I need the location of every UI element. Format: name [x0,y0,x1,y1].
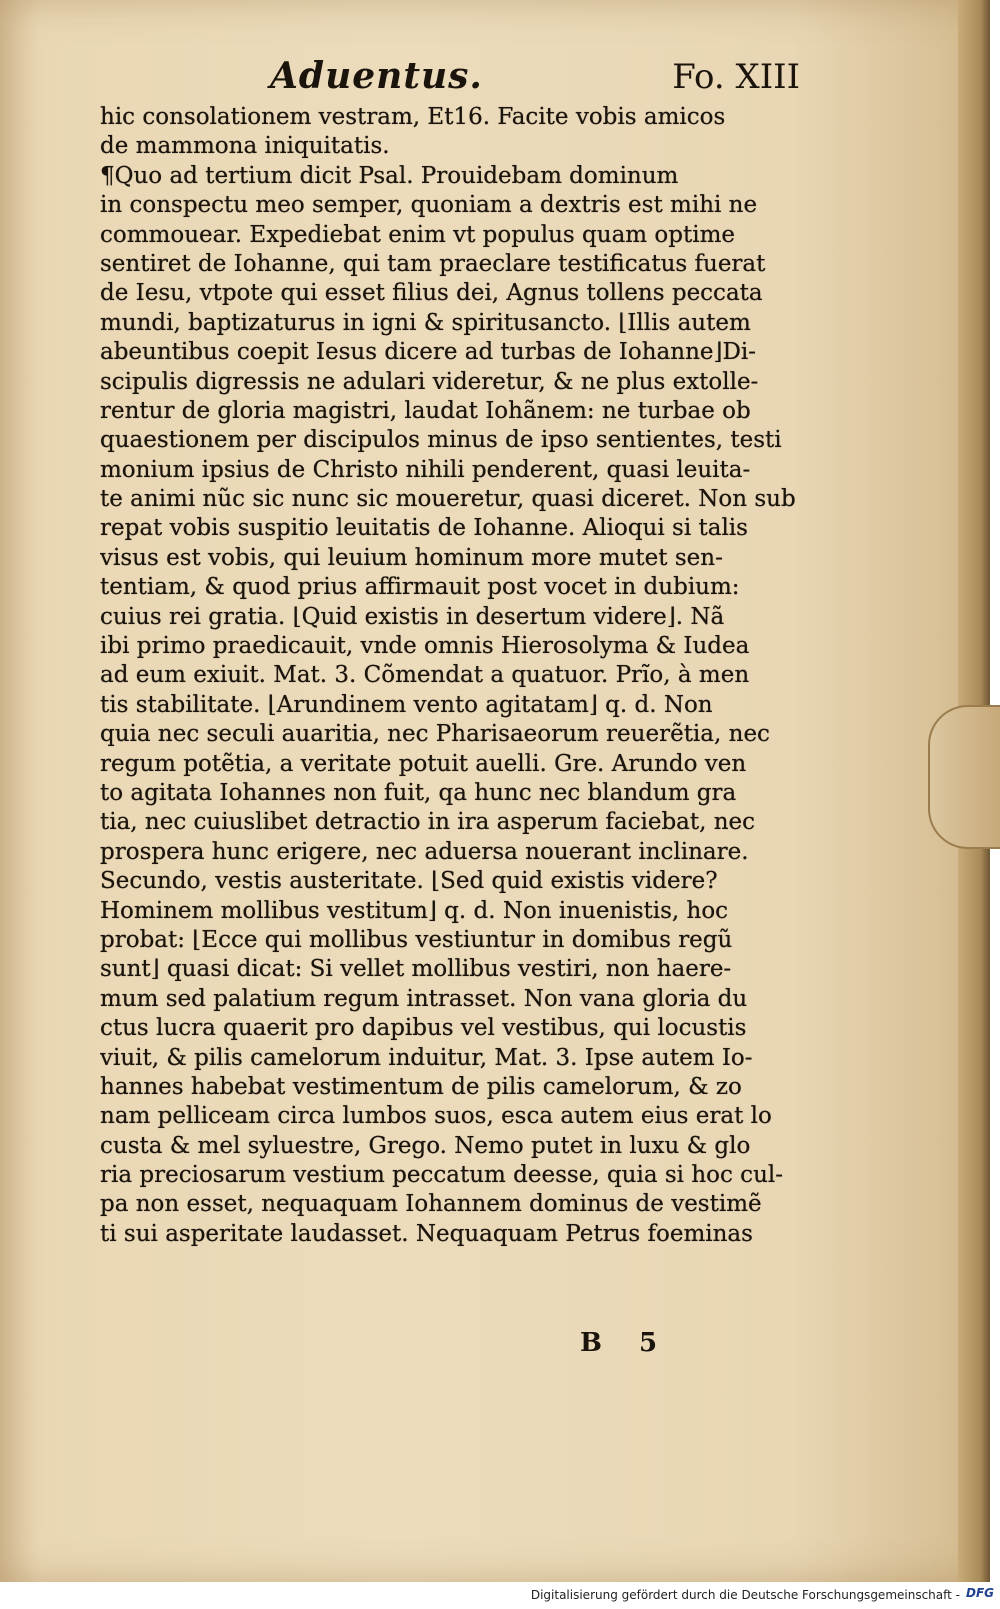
text-line: to agitata Iohannes non fuit, qa hunc nec blandum gra [100,779,737,806]
text-line: de mammona iniquitatis. [100,133,390,160]
text-line: de Iesu, vtpote qui esset filius dei, Agnus tollens peccata [100,280,763,307]
body-text [100,103,800,1249]
text-line: visus est vobis, qui leuium hominum more mutet sen- [100,544,723,571]
dfg-logo: DFG [965,1586,994,1600]
text-line: pa non esset, nequaquam Iohannem dominus de vestimẽ [100,1191,762,1218]
text-line: hic consolationem vestram, Et16. Facite vobis amicos [100,104,726,130]
footer-credit: Digitalisierung gefördert durch die Deutsche Forschungsgemeinschaft - [530,1588,960,1602]
text-line: probat: ⌊Ecce qui mollibus vestiuntur in domibus regũ [100,926,733,953]
thumb-index-tab [928,705,1000,849]
text-line: rentur de gloria magistri, laudat Iohãnem: ne turbae ob [100,397,751,424]
text-line: ria preciosarum vestium peccatum deesse, quia si hoc cul- [100,1162,784,1189]
text-line: mundi, baptizaturus in igni & spiritusancto. ⌊Illis autem [100,309,751,336]
text-line: hannes habebat vestimentum de pilis camelorum, & zo [100,1073,742,1100]
text-line: repat vobis suspitio leuitatis de Iohanne. Alioqui si talis [100,515,748,542]
folio-number: Fo. XIII [672,57,800,97]
text-line: regum potẽtia, a veritate potuit auelli. Gre. Arundo ven [100,750,747,777]
text-line: ibi primo praedicauit, vnde omnis Hierosolyma & Iudea [100,633,750,660]
text-line: abeuntibus coepit Iesus dicere ad turbas de Iohanne⌋Di- [100,339,757,366]
text-line: cuius rei gratia. ⌊Quid existis in desertum videre⌋. Nã [100,603,725,630]
text-line: sentiret de Iohanne, qui tam praeclare testificatus fuerat [100,250,766,277]
text-line: quia nec seculi auaritia, nec Pharisaeorum reuerẽtia, nec [100,721,770,748]
text-line: monium ipsius de Christo nihili penderent, quasi leuita- [100,456,751,483]
text-line: commouear. Expediebat enim vt populus quam optime [100,221,735,248]
text-line: custa & mel syluestre, Grego. Nemo putet in luxu & glo [100,1132,751,1159]
text-line: prospera hunc erigere, nec aduersa nouerant inclinare. [100,838,749,865]
footer-bar [0,1582,1000,1609]
text-line: viuit, & pilis camelorum induitur, Mat. 3. Ipse autem Io- [100,1044,753,1071]
text-line: sunt⌋ quasi dicat: Si vellet mollibus vestiri, non haere- [100,956,732,983]
text-line: Hominem mollibus vestitum⌋ q. d. Non inuenistis, hoc [100,897,729,924]
text-line: ctus lucra quaerit pro dapibus vel vestibus, qui locustis [100,1015,747,1042]
text-line: ¶Quo ad tertium dicit Psal. Prouidebam dominum [100,162,679,189]
text-line: ad eum exiuit. Mat. 3. Cõmendat a quatuor. Prĩo, à men [100,662,750,689]
text-line: ti sui asperitate laudasset. Nequaquam Petrus foeminas [100,1220,753,1247]
text-line: te animi nũc sic nunc sic moueretur, quasi diceret. Non sub [100,486,796,513]
text-line: tis stabilitate. ⌊Arundinem vento agitatam⌋ q. d. Non [100,691,713,718]
text-line: nam pelliceam circa lumbos suos, esca autem eius erat lo [100,1103,772,1130]
text-line: Secundo, vestis austeritate. ⌊Sed quid existis videre? [100,868,718,895]
text-line: tia, nec cuiuslibet detractio in ira asperum faciebat, nec [100,809,756,836]
signature-mark: B 5 [580,1328,672,1358]
text-line: tentiam, & quod prius affirmauit post vocet in dubium: [100,574,740,601]
text-line: mum sed palatium regum intrasset. Non vana gloria du [100,985,748,1012]
text-line: scipulis digressis ne adulari videretur, & ne plus extolle- [100,368,759,395]
text-line: quaestionem per discipulos minus de ipso sentientes, testi [100,427,782,454]
page-header [270,55,800,105]
running-head: Aduentus. [270,55,483,97]
text-line: in conspectu meo semper, quoniam a dextris est mihi ne [100,192,758,219]
